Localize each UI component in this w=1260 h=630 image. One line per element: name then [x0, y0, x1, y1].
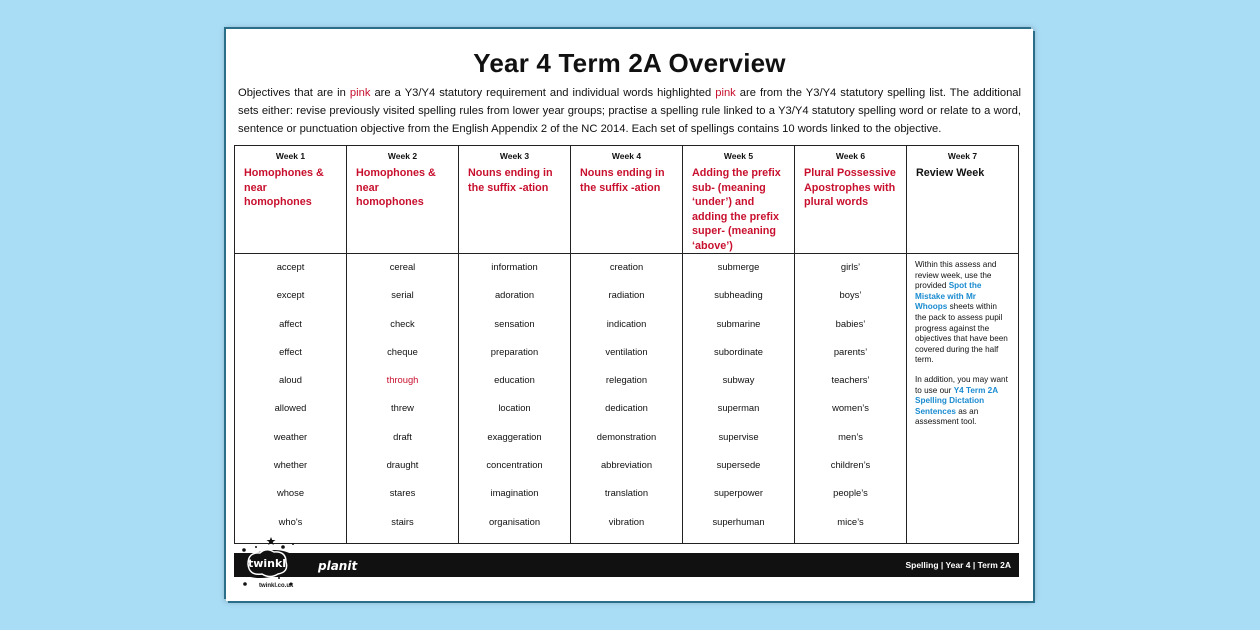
review-text: In addition, you may want to use our [915, 374, 1008, 395]
review-paragraph-2 [915, 375, 1010, 428]
intro-text: are a Y3/Y4 statutory requirement and individual words highlighted [370, 87, 716, 99]
spelling-word: imagination [490, 487, 539, 499]
document-page [226, 29, 1033, 601]
week-header [347, 146, 459, 254]
spelling-word: adoration [494, 289, 535, 301]
spelling-word: relegation [605, 374, 648, 386]
spelling-word: superman [717, 402, 760, 414]
word-list-week-5 [683, 254, 795, 544]
week-objective: Homophones & near homophones [244, 167, 324, 208]
spelling-word: who's [278, 515, 303, 527]
spelling-word: supervise [718, 430, 759, 442]
spelling-word: draft [393, 430, 412, 442]
spelling-word: weather [273, 430, 308, 442]
spelling-word: abbreviation [600, 459, 653, 471]
spelling-word: whether [273, 459, 308, 471]
week-header [235, 146, 347, 254]
week-objective: Homophones & near homophones [356, 167, 436, 208]
week-objective: Review Week [916, 167, 985, 179]
word-list-week-2 [347, 254, 459, 544]
spelling-word: demonstration [596, 430, 657, 442]
spelling-word: dedication [605, 402, 648, 414]
spelling-word: boys’ [839, 289, 862, 301]
spelling-word: education [494, 374, 535, 386]
spelling-word: check [390, 317, 415, 329]
spelling-word: stairs [391, 515, 414, 527]
spelling-word: babies’ [835, 317, 866, 329]
review-text: sheets within the pack to assess pupil progress against the objectives that have been covered during the half term. [915, 302, 1008, 365]
spelling-word: supersede [716, 459, 761, 471]
spelling-word: location [498, 402, 531, 414]
intro-text: Objectives that are in [238, 87, 350, 99]
spelling-word: people’s [833, 487, 868, 499]
spelling-word: girls’ [840, 261, 861, 272]
week-label: Week 4 [611, 151, 642, 161]
week-objective: Plural Possessive Apostrophes with plural words [804, 167, 896, 208]
spelling-word: sensation [494, 317, 535, 329]
spelling-word-statutory: through [386, 374, 419, 386]
spelling-word: submerge [717, 261, 760, 272]
footer-subject-label: Spelling | Year 4 | Term 2A [905, 560, 1011, 570]
spelling-word: accept [276, 261, 305, 272]
svg-text:twinkl: twinkl [247, 557, 287, 570]
spelling-word: effect [279, 345, 302, 357]
week-header [571, 146, 683, 254]
spelling-word: subway [722, 374, 755, 386]
spelling-word: organisation [488, 515, 541, 527]
spelling-word: creation [609, 261, 644, 272]
week-header [459, 146, 571, 254]
week-objective: Adding the prefix sub- (meaning ‘under’) and adding the prefix super- (meaning ‘above’) [692, 167, 781, 252]
spelling-word: affect [279, 317, 302, 329]
word-list-week-4 [571, 254, 683, 544]
week-label: Week 7 [947, 151, 978, 161]
word-list-week-6 [795, 254, 907, 544]
week-objective: Nouns ending in the suffix -ation [580, 167, 665, 194]
spelling-word: subheading [714, 289, 763, 301]
spelling-overview-table [234, 145, 1019, 544]
spelling-word: children’s [830, 459, 871, 471]
site-url: twinkl.co.uk [259, 583, 294, 589]
spelling-word: threw [391, 402, 414, 414]
spelling-word: translation [604, 487, 649, 499]
week-header [907, 146, 1019, 254]
spelling-word: except [276, 289, 305, 301]
week-label: Week 5 [723, 151, 754, 161]
spelling-word: whose [276, 487, 305, 499]
spelling-word: subordinate [714, 345, 763, 357]
spelling-word: indication [606, 317, 647, 329]
spelling-word: information [491, 261, 538, 272]
review-text: as an assessment tool. [915, 406, 979, 427]
spelling-word: aloud [279, 374, 302, 386]
spelling-word: cheque [387, 345, 418, 357]
intro-pink-word: pink [715, 87, 736, 99]
spelling-word: exaggeration [487, 430, 542, 442]
spelling-word: women’s [832, 402, 869, 414]
spelling-word: mice’s [837, 515, 864, 527]
intro-pink-word: pink [349, 87, 371, 99]
spelling-word: allowed [274, 402, 307, 414]
spelling-word: serial [391, 289, 414, 301]
spelling-word: teachers’ [831, 374, 870, 386]
spelling-word: cereal [389, 261, 416, 272]
words-row [235, 254, 1019, 544]
spelling-word: parents’ [833, 345, 868, 357]
review-week-notes [907, 254, 1019, 544]
header-row [235, 146, 1019, 254]
spelling-word: radiation [608, 289, 645, 301]
week-label: Week 1 [275, 151, 306, 161]
week-label: Week 6 [835, 151, 866, 161]
spelling-word: ventilation [605, 345, 648, 357]
dictation-sentences-link[interactable]: Y4 Term 2A Spelling Dictation Sentences [915, 385, 998, 416]
word-list-week-3 [459, 254, 571, 544]
week-header [683, 146, 795, 254]
spelling-word: preparation [490, 345, 539, 357]
spelling-word: concentration [486, 459, 543, 471]
review-paragraph-1 [915, 260, 1010, 366]
spelling-word: stares [389, 487, 416, 499]
spelling-word: vibration [608, 515, 645, 527]
spelling-word: superpower [714, 487, 763, 499]
intro-text: are from the Y3/Y4 statutory spelling list. The additional sets either: revise previously visited spelling rules from lower year groups; practise a spelling rule linked to a Y3/Y4 statutory spelling word or relate to a word, sentence or punctuation objective from the English Appendix 2 of the NC 2014. Each set of spellings contains 10 words linked to the objective. [238, 87, 1021, 135]
intro-paragraph [238, 84, 1021, 138]
spot-the-mistake-link[interactable]: Spot the Mistake with Mr Whoops [915, 281, 982, 312]
spelling-word: superhuman [712, 515, 765, 527]
spelling-word: men’s [838, 430, 863, 442]
planit-brand: planit [318, 559, 358, 573]
week-label: Week 3 [499, 151, 530, 161]
word-list-week-1 [235, 254, 347, 544]
spelling-word: draught [386, 459, 419, 471]
spelling-word: submarine [716, 317, 761, 329]
review-text: Within this assess and review week, use the provided [915, 260, 997, 291]
week-label: Week 2 [387, 151, 418, 161]
page-title: Year 4 Term 2A Overview [473, 48, 786, 78]
week-objective: Nouns ending in the suffix -ation [468, 167, 553, 194]
week-header [795, 146, 907, 254]
